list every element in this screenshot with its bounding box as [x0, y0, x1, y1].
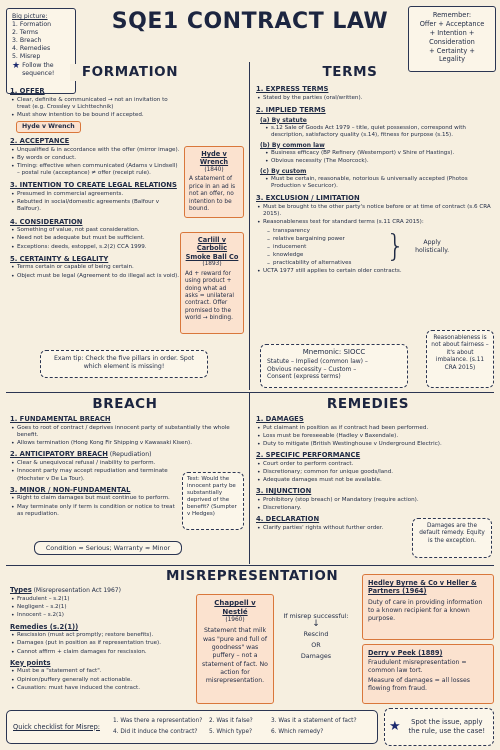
misrep-flow [280, 612, 352, 661]
condition-warranty-text: Condition ≈ Serious; Warranty ≈ Minor [45, 544, 171, 552]
default-remedy-note [412, 518, 492, 558]
specific-performance-heading: 2. SPECIFIC PERFORMANCE [256, 451, 361, 460]
intention-heading: 3. INTENTION TO CREATE LEGAL RELATIONS [10, 181, 177, 190]
checklist-question: 6. Which remedy? [271, 728, 324, 735]
consideration-heading: 4. CONSIDERATION [10, 217, 83, 226]
checklist-question: 5. Which type? [209, 728, 253, 735]
misrep-remedy-item: • Cannot affirm + claim damages for rescission. [10, 649, 190, 656]
exclusion-heading: 3. EXCLUSION / LIMITATION [256, 194, 360, 203]
misrep-content [10, 584, 190, 692]
factor-item: – practicability of alternatives [266, 260, 384, 267]
big-picture-item: 1. Formation [12, 20, 52, 28]
consideration-item: • Exceptions: deeds, estoppel, s.2(2) CCA 1999. [10, 244, 182, 251]
misrep-remedies-heading: Remedies (s.2(1)) [10, 622, 79, 631]
breach-test-box [182, 472, 244, 530]
factor-item: – transparency [266, 228, 384, 235]
remember-box [408, 6, 496, 72]
case-text: Ad + reward for using product + doing what ad asks = unilateral contract. Offer promised to the world → binding. [185, 270, 234, 322]
type-item: • Innocent – s.2(1) [10, 612, 190, 619]
certainty-item: • Terms certain or capable of being certain. [10, 264, 182, 271]
hyde-case-box [184, 146, 244, 218]
anticipatory-item: • Clear & unequivocal refusal / inability to perform. [10, 460, 178, 467]
key-point-item: • Must be a "statement of fact". [10, 668, 190, 675]
apply-note: Apply holistically. [415, 239, 450, 255]
big-picture-item: 3. Breach [12, 36, 42, 44]
checklist-question: 2. Was it false? [209, 718, 253, 725]
remember-line: Offer + Acceptance [419, 19, 485, 28]
big-picture-item: 2. Terms [12, 28, 39, 36]
remedies-content [256, 412, 492, 532]
offer-item: • Must show intention to be bound if accepted. [10, 112, 182, 119]
intention-item: • Presumed in commercial agreements. [10, 191, 182, 198]
reasonableness-note [426, 330, 494, 388]
statute-label: (a) By statute [260, 116, 307, 124]
checklist-label: Quick checklist for Misrep: [13, 722, 100, 731]
types-heading: Types [10, 586, 32, 594]
minor-item: • May terminate only if term is condition or notice to treat as repudiation. [10, 504, 182, 518]
common-law-label: (b) By common law [260, 141, 325, 149]
specific-performance-item: • Adequate damages must not be available. [256, 477, 492, 484]
case-text: A statement of price in an ad is not an offer, no intention to be bound. [189, 176, 236, 212]
injunction-heading: 3. INJUNCTION [256, 487, 312, 496]
page-title: SQE1 CONTRACT LAW [111, 9, 389, 34]
case-year: (1893) [202, 261, 222, 268]
factors-brace: } [386, 229, 406, 265]
case-name: Derry v Peek (1889) [368, 649, 443, 657]
misrep-remedy-item: • Rescission (must act promptly; restore benefits). [10, 632, 190, 639]
express-item: • Stated by the parties (oral/written). [256, 95, 492, 102]
checklist-question: 1. Was there a representation? [113, 718, 203, 725]
checklist-question: 3. Was it a statement of fact? [271, 718, 357, 725]
hedley-case-box [362, 574, 494, 640]
terms-content [256, 82, 492, 276]
flow-option-b: Damages [300, 652, 332, 661]
big-picture-heading: Big picture: [12, 13, 48, 20]
misrep-title: MISREPRESENTATION [160, 568, 340, 585]
express-heading: 1. EXPRESS TERMS [256, 85, 329, 93]
case-text: Duty of care in providing information to a known recipient for a known purpose. [368, 598, 483, 622]
default-remedy-text: Damages are the default remedy. Equity is the exception. [419, 523, 485, 544]
footer-note-box [384, 708, 494, 746]
key-points-heading: Key points [10, 658, 51, 667]
fundamental-item: • Allows termination (Hong Kong Fir Shipping v Kawasaki Kisen). [10, 440, 246, 447]
damages-item: • Duty to mitigate (British Westinghouse v Underground Electric). [256, 441, 492, 448]
exam-tip-text: Exam tip: Check the five pillars in order. Spot which element is missing! [53, 355, 195, 370]
case-name: Hedley Byrne & Co v Heller & Partners (1964) [368, 579, 477, 596]
type-item: • Negligent – s.2(1) [10, 604, 190, 611]
specific-performance-item: • Discretionary; common for unique goods/land. [256, 469, 492, 476]
type-item: • Fraudulent – s.2(1) [10, 596, 190, 603]
arrow-down-icon: ↓ [312, 619, 320, 630]
terms-title: TERMS [310, 64, 390, 81]
remember-line: Consideration [429, 37, 475, 46]
consideration-item: • Need not be adequate but must be sufficient. [10, 235, 182, 242]
mnemonic-line: Obvious necessity – Custom – [267, 365, 357, 373]
acceptance-heading: 2. ACCEPTANCE [10, 137, 70, 146]
case-name: Chappell v Nestlé [214, 599, 256, 616]
offer-item: • Clear, definite & communicated → not an invitation to treat (e.g. Crossley v Lichttechnik) [10, 97, 182, 111]
certainty-heading: 5. CERTAINTY & LEGALITY [10, 254, 109, 263]
case-text: Fraudulent misrepresentation = common law tort. [368, 659, 467, 675]
minor-item: • Right to claim damages but must continue to perform. [10, 495, 182, 502]
key-point-item: • Causation: must have induced the contract. [10, 685, 190, 692]
carlill-case-box [180, 232, 244, 334]
case-year: (1960) [225, 616, 245, 623]
anticipatory-item: • Innocent party may accept repudiation and terminate (Hochster v De La Tour). [10, 468, 178, 482]
common-law-item: • Obvious necessity (The Moorcock). [264, 158, 492, 165]
big-picture-item: 4. Remedies [12, 44, 51, 52]
offer-case-tag: Hyde v Wrench [16, 121, 81, 133]
checklist-box [6, 710, 378, 744]
formation-content [10, 84, 182, 280]
remember-line: Remember: [432, 11, 472, 19]
consideration-item: • Something of value, not past consideration. [10, 227, 182, 234]
certainty-item: • Object must be legal (Agreement to do illegal act is void). [10, 273, 182, 280]
anticipatory-heading: 2. ANTICIPATORY BREACH [10, 450, 108, 459]
factor-item: – inducement [266, 244, 384, 251]
mnemonic-title: Mnemonic: SIOCC [302, 348, 366, 356]
fundamental-heading: 1. FUNDAMENTAL BREACH [10, 415, 111, 423]
big-picture-note: Follow the sequence! [22, 61, 55, 77]
formation-title: FORMATION [70, 64, 190, 81]
common-law-item: • Business efficacy (BP Refinery (Westernport) v Shire of Hastings). [264, 150, 492, 157]
injunction-item: • Prohibitory (stop breach) or Mandatory (require action). [256, 497, 426, 504]
checklist-question: 4. Did it induce the contract? [113, 728, 198, 735]
condition-warranty-box [34, 541, 182, 555]
anticipatory-suffix: (Repudiation) [109, 451, 152, 459]
factor-item: – relative bargaining power [266, 236, 384, 243]
damages-item: • Loss must be foreseeable (Hadley v Baxendale). [256, 433, 492, 440]
custom-item: • Must be certain, reasonable, notorious & universally accepted (Photos Production v Securicor). [264, 176, 492, 190]
mnemonic-line: Consent (express terms) [267, 373, 341, 381]
divider-vertical-top [249, 62, 250, 390]
factor-item: – knowledge [266, 252, 384, 259]
key-point-item: • Opinion/puffery generally not actionable. [10, 677, 190, 684]
specific-performance-item: • Court order to perform contract. [256, 461, 492, 468]
case-name: Carlill v Carbolic Smoke Ball Co [185, 236, 239, 261]
misrep-remedy-item: • Damages (put in position as if representation true). [10, 640, 190, 647]
case-text: Statement that milk was "pure and full of goodness" was puffery – not a statement of fact. No action for misrepresentation. [202, 627, 268, 685]
exclusion-item: • Reasonableness test for standard terms (s.11 CRA 2015): [256, 219, 492, 226]
statute-item: • s.12 Sale of Goods Act 1979 – title, quiet possession, correspond with description, satisfactory quality (s.14), fitness for purpose (s.15). [264, 125, 492, 139]
types-suffix: (Misrepresentation Act 1967) [33, 587, 121, 594]
divider-horizontal-2 [6, 565, 494, 566]
custom-label: (c) By custom [260, 167, 307, 175]
mnemonic-line: Statute – Implied (common law) – [267, 357, 368, 365]
breach-title: BREACH [85, 396, 165, 413]
divider-vertical-mid [249, 392, 250, 564]
big-picture-box [6, 8, 76, 94]
acceptance-item: • Timing: effective when communicated (Adams v Lindsell) – postal rule (acceptance) ≠ offer (receipt rule). [10, 163, 182, 177]
ucta-item: • UCTA 1977 still applies to certain older contracts. [256, 268, 492, 275]
case-text: Measure of damages = all losses flowing from fraud. [368, 677, 470, 693]
remedies-title: REMEDIES [318, 396, 418, 413]
declaration-heading: 4. DECLARATION [256, 515, 320, 524]
damages-heading: 1. DAMAGES [256, 415, 304, 423]
breach-test-text: Test: Would the innocent party be substantially deprived of the benefit? (Sumpter v Hedges) [187, 476, 237, 518]
implied-heading: 2. IMPLIED TERMS [256, 105, 326, 114]
footer-note-text: Spot the issue, apply the rule, use the case! [408, 718, 486, 735]
intention-item: • Rebutted in social/domestic agreements (Balfour v Balfour). [10, 199, 182, 213]
star-icon: ★ [389, 718, 401, 734]
remember-line: + Intention + [429, 28, 475, 37]
declaration-item: • Clarify parties' rights without further order. [256, 525, 426, 532]
star-icon: ★ [12, 60, 21, 71]
chappell-case-box [196, 594, 274, 704]
flow-top: If misrep successful: [283, 612, 349, 620]
acceptance-item: • By words or conduct. [10, 155, 182, 162]
big-picture-item: 5. Misrep [12, 52, 41, 60]
reasonableness-text: Reasonableness is not about fairness – it's about imbalance. (s.11 CRA 2015) [431, 335, 489, 371]
mnemonic-box [260, 344, 408, 388]
flow-option-a: Rescind [303, 630, 329, 639]
acceptance-item: • Unqualified & in accordance with the offer (mirror image). [10, 147, 182, 154]
fundamental-item: • Goes to root of contract / deprives innocent party of substantially the whole benefit. [10, 425, 246, 439]
offer-heading: 1. OFFER [10, 87, 45, 95]
exam-tip-box [40, 350, 208, 378]
injunction-item: • Discretionary. [256, 505, 426, 512]
exclusion-item: • Must be brought to the other party's notice before or at time of contract (s.6 CRA 2015). [256, 204, 492, 218]
derry-case-box [362, 644, 494, 704]
remember-line: Legality [439, 55, 465, 64]
damages-item: • Put claimant in position as if contract had been performed. [256, 425, 492, 432]
remember-line: + Certainty + [429, 46, 475, 55]
case-year: (1840) [204, 166, 224, 173]
flow-or: OR [311, 641, 321, 650]
minor-heading: 3. MINOR / NON-FUNDAMENTAL [10, 485, 131, 494]
case-name: Hyde v Wrench [199, 150, 229, 167]
